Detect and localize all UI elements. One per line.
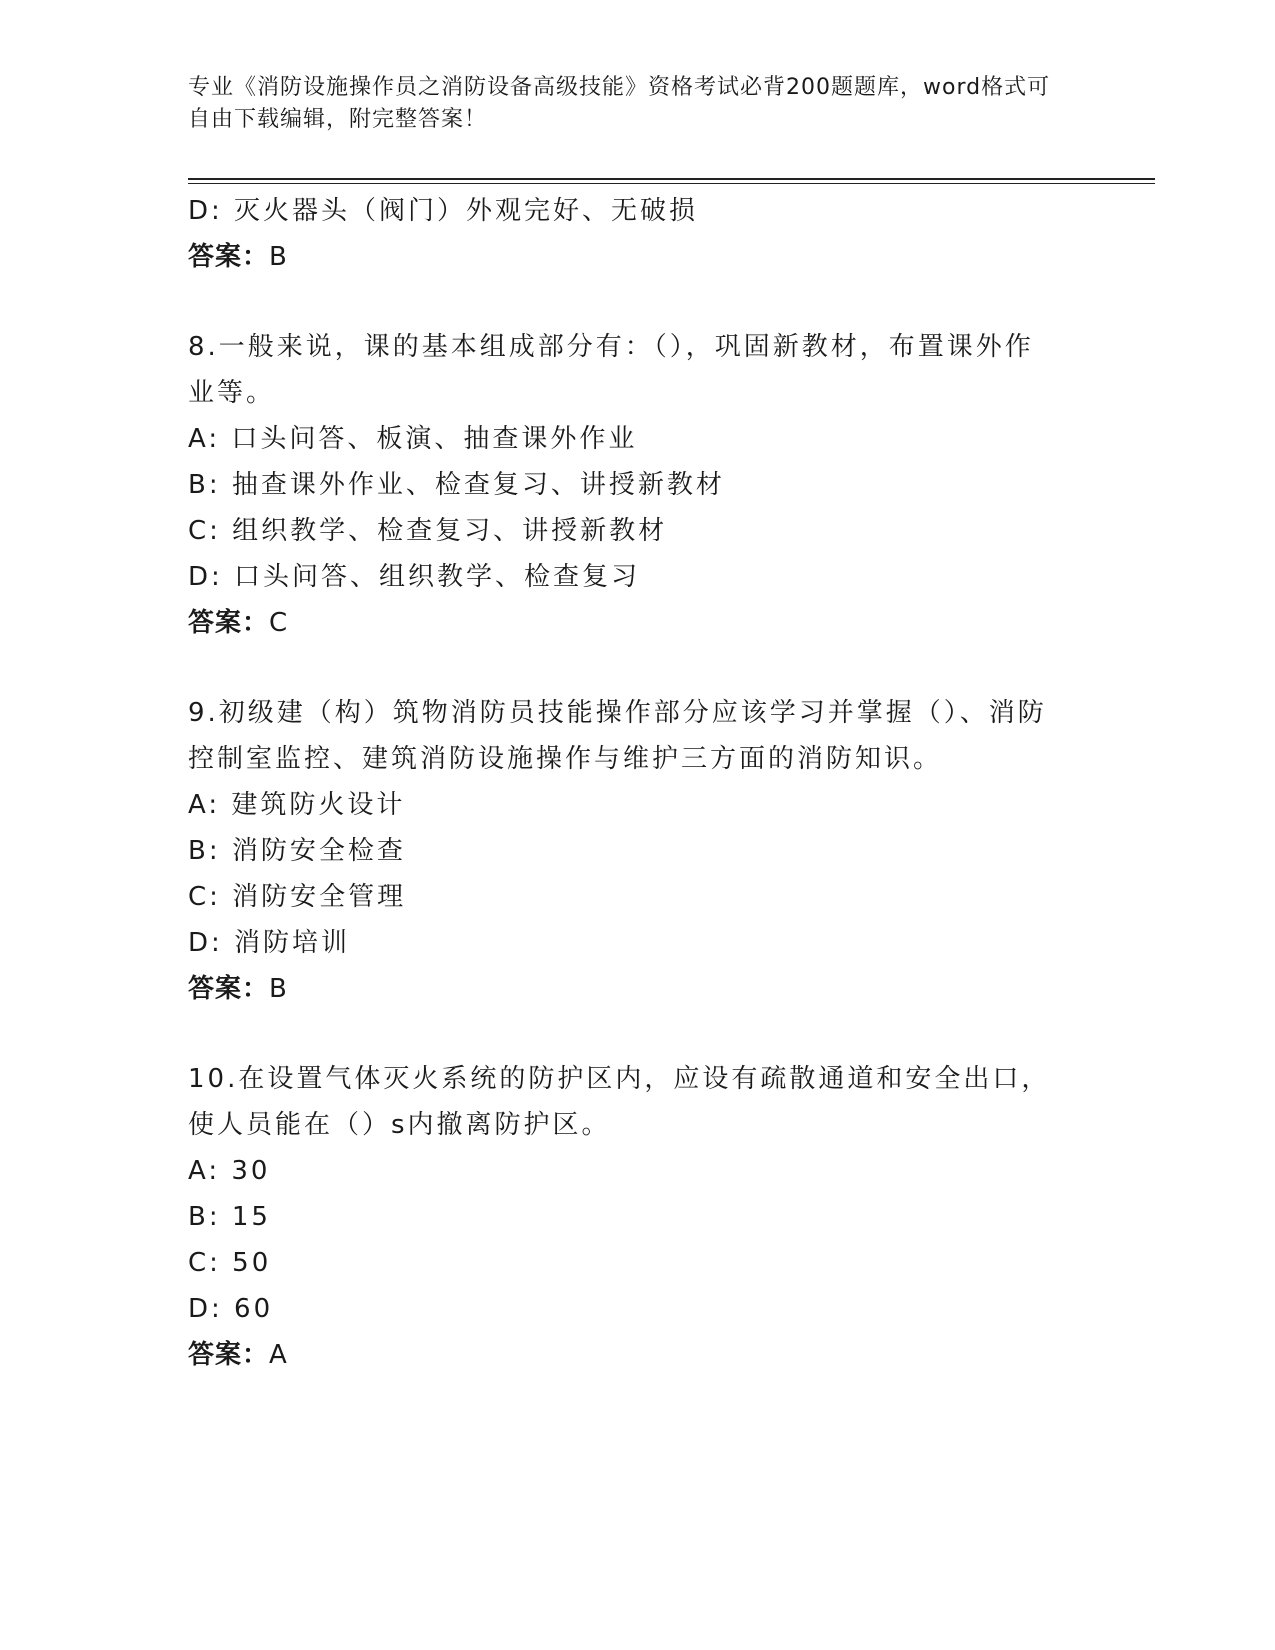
question-answer <box>188 966 1088 1012</box>
option-b: B: 抽查课外作业、检查复习、讲授新教材 <box>188 470 725 500</box>
answer-label: 答案： <box>188 608 270 638</box>
header-rule-thick <box>188 178 1155 180</box>
option-c: C: 组织教学、检查复习、讲授新教材 <box>188 516 668 546</box>
header-rule-thin <box>188 183 1155 184</box>
answer-label: 答案： <box>188 974 270 1004</box>
question-9 <box>188 690 1088 1012</box>
answer-value: C <box>269 608 289 638</box>
question-text: 9.初级建（构）筑物消防员技能操作部分应该学习并掌握（）、消防控制室监控、建筑消防设施操作与维护三方面的消防知识。 <box>188 698 1047 774</box>
question-10 <box>188 1056 1088 1378</box>
carryover-option-d: D: 灭火器头（阀门）外观完好、无破损 <box>188 196 699 226</box>
question-answer <box>188 1332 1088 1378</box>
question-8 <box>188 324 1088 646</box>
answer-value: B <box>269 242 288 272</box>
answer-label: 答案： <box>188 1340 270 1370</box>
option-d: D: 消防培训 <box>188 928 351 958</box>
answer-label: 答案： <box>188 242 270 272</box>
option-a: A: 口头问答、板演、抽查课外作业 <box>188 424 638 454</box>
option-c: C: 消防安全管理 <box>188 882 407 912</box>
option-c: C: 50 <box>188 1248 272 1278</box>
document-body <box>188 188 1088 1378</box>
option-a: A: 建筑防火设计 <box>188 790 406 820</box>
document-header: 专业《消防设施操作员之消防设备高级技能》资格考试必背200题题库，word格式可自由下载编辑，附完整答案！ <box>188 75 1051 132</box>
option-a: A: 30 <box>188 1156 271 1186</box>
question-answer <box>188 600 1088 646</box>
answer-value: A <box>269 1340 288 1370</box>
option-b: B: 15 <box>188 1202 271 1232</box>
carryover-answer <box>188 234 1088 280</box>
option-d: D: 口头问答、组织教学、检查复习 <box>188 562 641 592</box>
option-b: B: 消防安全检查 <box>188 836 406 866</box>
option-d: D: 60 <box>188 1294 274 1324</box>
answer-value: B <box>269 974 288 1004</box>
question-text: 8.一般来说，课的基本组成部分有：（），巩固新教材，布置课外作业等。 <box>188 332 1034 408</box>
question-text: 10.在设置气体灭火系统的防护区内，应设有疏散通道和安全出口，使人员能在（）s内撤离防护区。 <box>188 1064 1051 1140</box>
